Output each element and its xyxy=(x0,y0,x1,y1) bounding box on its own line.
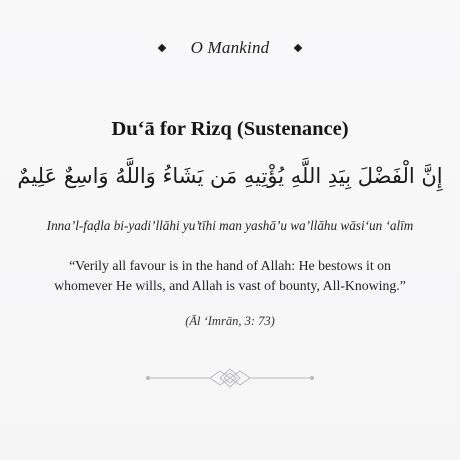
arabic-verse: إِنَّ الْفَضْلَ بِيَدِ اللَّهِ يُؤْتِيهِ مَن يَشَاءُ وَاللَّهُ وَاسِعٌ عَلِيمٌ xyxy=(17,164,443,188)
brand-name: O Mankind xyxy=(190,38,270,57)
left-diamond-icon xyxy=(157,44,165,52)
header xyxy=(0,38,460,58)
transliteration: Inna’l-faḍla bi-yadi’llāhi yu’tīhi man yashā’u wa’llāhu wāsi‘un ‘alīm xyxy=(46,218,414,233)
decorative-divider-icon xyxy=(140,366,320,390)
right-diamond-icon xyxy=(294,44,302,52)
verse-reference: (Āl ‘Imrān, 3: 73) xyxy=(185,314,275,328)
translation-line-2: whomever He wills, and Allah is vast of bounty, All-Knowing.” xyxy=(54,278,406,293)
page-title: Du‘ā for Rizq (Sustenance) xyxy=(111,118,349,140)
translation xyxy=(40,256,420,296)
translation-line-1: “Verily all favour is in the hand of Allah: He bestows it on xyxy=(69,258,391,273)
